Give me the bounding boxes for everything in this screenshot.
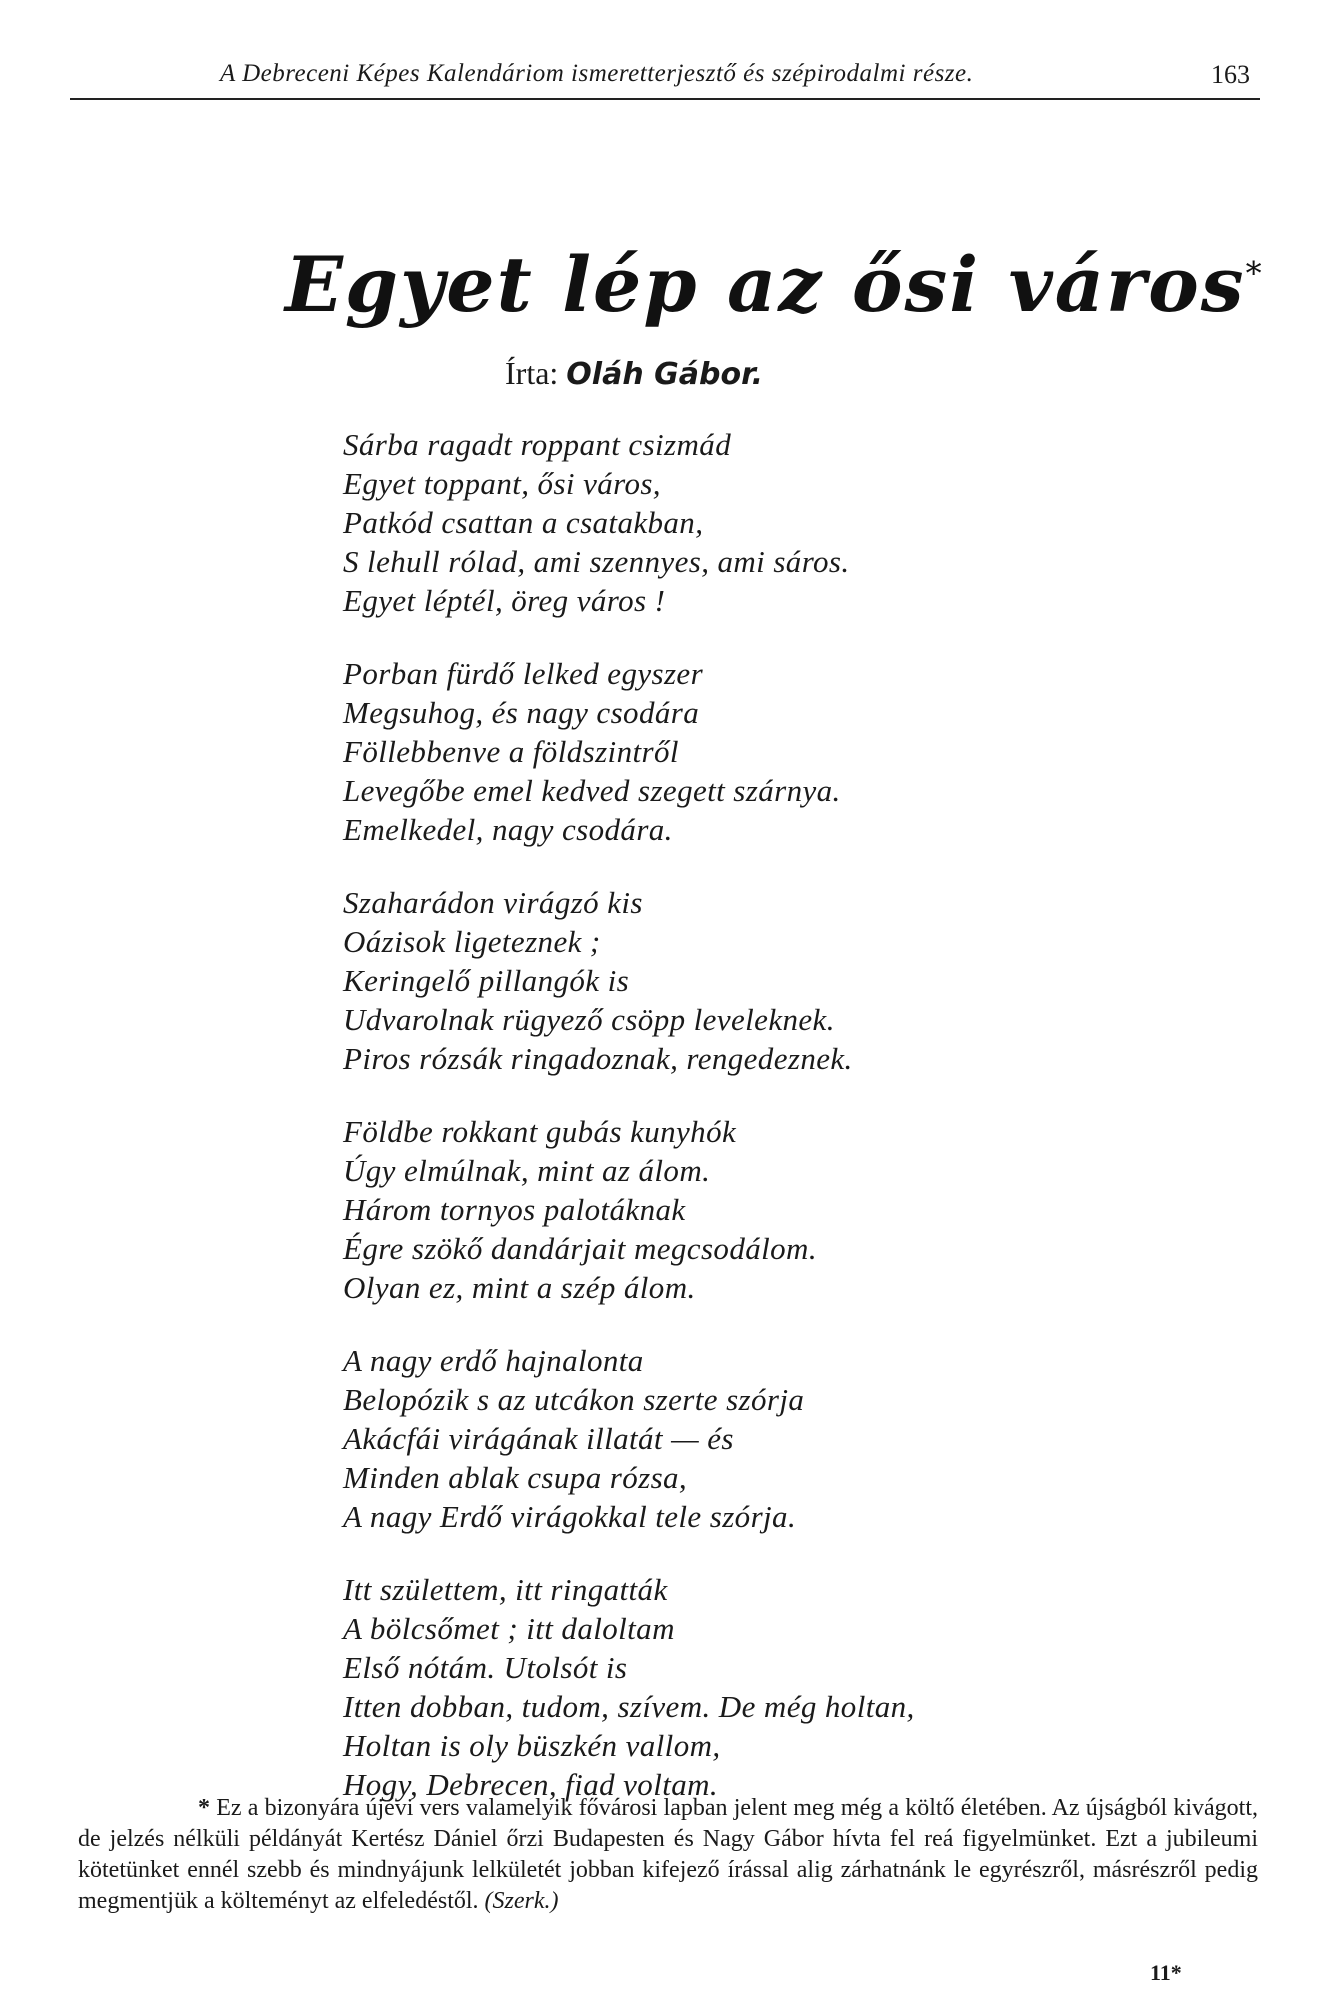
- verse-line: Belopózik s az utcákon szerte szórja: [343, 1382, 805, 1417]
- verse-line: Szaharádon virágzó kis: [343, 885, 643, 920]
- stanza-5: [343, 1341, 1143, 1536]
- verse-line: Akácfái virágának illatát — és: [343, 1421, 734, 1456]
- stanza-6: [343, 1570, 1143, 1804]
- verse-line: Piros rózsák ringadoznak, rengedeznek.: [343, 1041, 853, 1076]
- footnote: [78, 1793, 1258, 1917]
- verse-line: Föllebbenve a földszintről: [343, 734, 679, 769]
- verse-line: A nagy erdő hajnalonta: [343, 1343, 644, 1378]
- footnote-editor-note: (Szerk.): [484, 1888, 559, 1914]
- signature-mark: 11*: [1150, 1960, 1182, 1985]
- verse-line: A nagy Erdő virágokkal tele szórja.: [343, 1499, 797, 1534]
- verse-line: Minden ablak csupa rózsa,: [343, 1460, 688, 1495]
- verse-line: Udvarolnak rügyező csöpp leveleknek.: [343, 1002, 835, 1037]
- verse-line: Földbe rokkant gubás kunyhók: [343, 1114, 737, 1149]
- verse-line: Sárba ragadt roppant csizmád: [343, 427, 732, 462]
- stanza-2: [343, 654, 1143, 849]
- verse-line: Olyan ez, mint a szép álom.: [343, 1270, 696, 1305]
- author-name: Oláh Gábor.: [566, 357, 763, 392]
- verse-line: Levegőbe emel kedved szegett szárnya.: [343, 773, 841, 808]
- verse-line: Patkód csattan a csatakban,: [343, 505, 704, 540]
- footnote-asterisk: *: [198, 1795, 210, 1821]
- byline-label: Írta:: [505, 355, 559, 391]
- verse-line: Megsuhog, és nagy csodára: [343, 695, 700, 730]
- verse-line: Első nótám. Utolsót is: [343, 1650, 628, 1685]
- verse-line: Három tornyos palotáknak: [343, 1192, 686, 1227]
- verse-line: Porban fürdő lelked egyszer: [343, 656, 704, 691]
- verse-line: Úgy elmúlnak, mint az álom.: [343, 1153, 711, 1188]
- verse-line: Emelkedel, nagy csodára.: [343, 812, 673, 847]
- verse-line: Itten dobban, tudom, szívem. De még holtan,: [343, 1689, 915, 1724]
- running-header: [70, 58, 1260, 100]
- stanza-4: [343, 1112, 1143, 1307]
- verse-line: A bölcsőmet ; itt daloltam: [343, 1611, 675, 1646]
- verse-line: Hogy, Debrecen, fiad voltam.: [343, 1767, 719, 1802]
- verse-line: Itt születtem, itt ringatták: [343, 1572, 668, 1607]
- title-footnote-asterisk: *: [1245, 254, 1264, 293]
- verse-line: Égre szökő dandárjait megcsodálom.: [343, 1231, 817, 1266]
- stanza-1: [343, 425, 1143, 620]
- verse-line: Egyet toppant, ősi város,: [343, 466, 661, 501]
- poem-body: [343, 425, 1143, 1804]
- verse-line: Keringelő pillangók is: [343, 963, 630, 998]
- running-title: A Debreceni Képes Kalendáriom ismeretterjesztő és szépirodalmi része.: [220, 60, 974, 87]
- footnote-text: Ez a bizonyára újévi vers valamelyik fővárosi lapban jelent meg még a költő életében. Az újságból kivágott, de jelzés nélküli példányát Kertész Dániel őrzi Budapesten és Nagy Gábor hívta fel reá figyelmünket. Ezt a jubileumi kötetünket ennél szebb és mindnyájunk lelkületét jobban kifejező írással alig zárhatnánk le egyrészről, másrészről pedig megmentjük a költeményt az elfeledéstől.: [78, 1795, 1259, 1914]
- poem-title-text: Egyet lép az ősi város: [285, 240, 1246, 329]
- stanza-3: [343, 883, 1143, 1078]
- verse-line: Egyet léptél, öreg város !: [343, 583, 666, 618]
- verse-line: Holtan is oly büszkén vallom,: [343, 1728, 721, 1763]
- byline: [505, 355, 763, 392]
- poem-title: [285, 240, 1264, 329]
- page-number: 163: [1211, 60, 1250, 89]
- verse-line: Oázisok ligeteznek ;: [343, 924, 601, 959]
- verse-line: S lehull rólad, ami szennyes, ami sáros.: [343, 544, 850, 579]
